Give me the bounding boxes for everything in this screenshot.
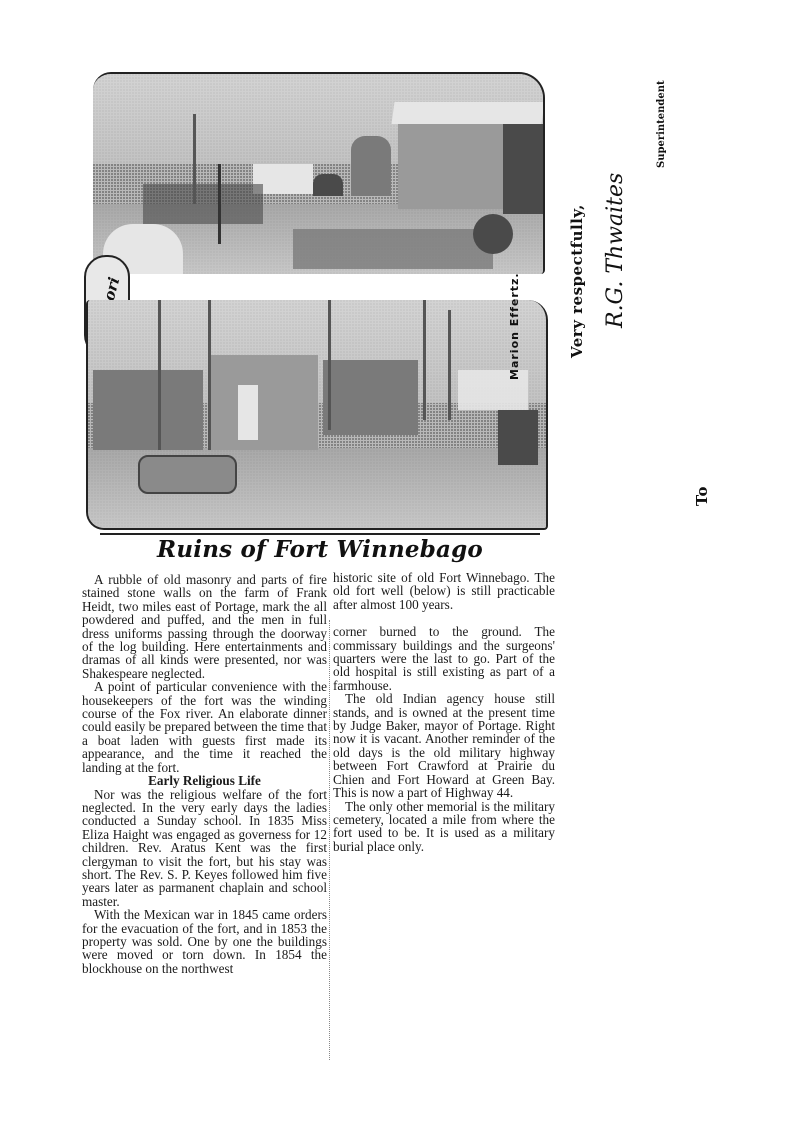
silo — [351, 136, 391, 196]
brush — [143, 184, 263, 224]
vehicle — [313, 174, 343, 196]
tree-trunk — [208, 300, 211, 450]
article-left-column — [82, 573, 327, 975]
barn-shadow — [503, 124, 543, 214]
tree-trunk — [158, 300, 161, 450]
photo-ruins-stone-walls — [93, 72, 545, 274]
photo-caption: historic site of old Fort Winnebago. The old fort well (below) is still practicable after almost 100 years. — [333, 570, 555, 612]
tree-trunk — [448, 310, 451, 420]
column-divider — [329, 620, 331, 1060]
paragraph: A point of particular convenience with the housekeepers of the fort was the winding course of the Fox river. An elaborate dinner could easily be prepared between the time that a boat laden with guests first made its appearance, and the time it reached the landing at the fort. — [82, 679, 327, 775]
signature: R.G. Thwaites — [603, 172, 628, 328]
left-building — [93, 370, 203, 450]
article-right-column — [333, 571, 555, 853]
paragraph: The old Indian agency house still stands, and is owned at the present time by Judge Baker, mayor of Portage. Right now it is vacant. Another reminder of the old days is the old military highway between Fort Crawford at Prairie du Chien and Fort Howard at Green Bay. This is now a part of Highway 44. — [333, 691, 555, 801]
paragraph: Nor was the religious welfare of the fort neglected. In the very early days the ladies conducted a Sunday school. In 1835 Miss Eliza Haight was engaged as governess for 12 children. Rev. Aratus Kent was the first clergyman to visit the fort, but his stay was short. The Rev. S. P. Keyes followed him five years later as parmanent chaplain and school master. — [82, 786, 327, 909]
headline-rule — [100, 533, 540, 535]
paragraph: The only other memorial is the military cemetery, located a mile from where the fort used to be. It is used as a military burial place only. — [333, 798, 555, 854]
spacer — [333, 611, 555, 625]
photo-fort-well — [86, 300, 548, 530]
long-building — [323, 360, 418, 435]
paragraph: A rubble of old masonry and parts of fire stained stone walls on the farm of Frank Heidt, two miles east of Portage, mark the all powdered and puffed, and the men in full dress uniforms passing through the doorway of the log building. Here entertainments and dramas of all kinds were presented, nor was Shakespeare neglected. — [82, 572, 327, 681]
letter-closing: Very respectfully, — [568, 204, 586, 358]
person-figure — [473, 214, 513, 254]
tree-trunk — [423, 300, 426, 420]
tree-trunk — [328, 300, 331, 430]
doorway — [238, 385, 258, 440]
shed — [498, 410, 538, 465]
barn-wall — [398, 124, 508, 209]
paragraph: With the Mexican war in 1845 came orders for the evacuation of the fort, and in 1853 the property was sold. One by one the buildings were moved or torn down. In 1854 the blockhouse on the northwest — [82, 907, 327, 976]
fort-well — [138, 455, 237, 494]
headline: Ruins of Fort Winnebago — [157, 536, 483, 563]
barn-roof — [391, 102, 544, 124]
log-building — [208, 355, 318, 450]
paragraph: corner burned to the ground. The commissary buildings and the surgeons' quarters were the last to go. Part of the old hospital is still existing as part of a farmhouse. — [333, 624, 555, 693]
photo-credit: Marion Effertz. — [508, 272, 521, 380]
stone-rubble — [293, 229, 493, 269]
to-label: To — [693, 486, 711, 506]
post — [218, 164, 221, 244]
tree-trunk — [193, 114, 196, 204]
signer-title: Superintendent — [656, 80, 667, 168]
subheading: Early Religious Life — [148, 773, 261, 789]
